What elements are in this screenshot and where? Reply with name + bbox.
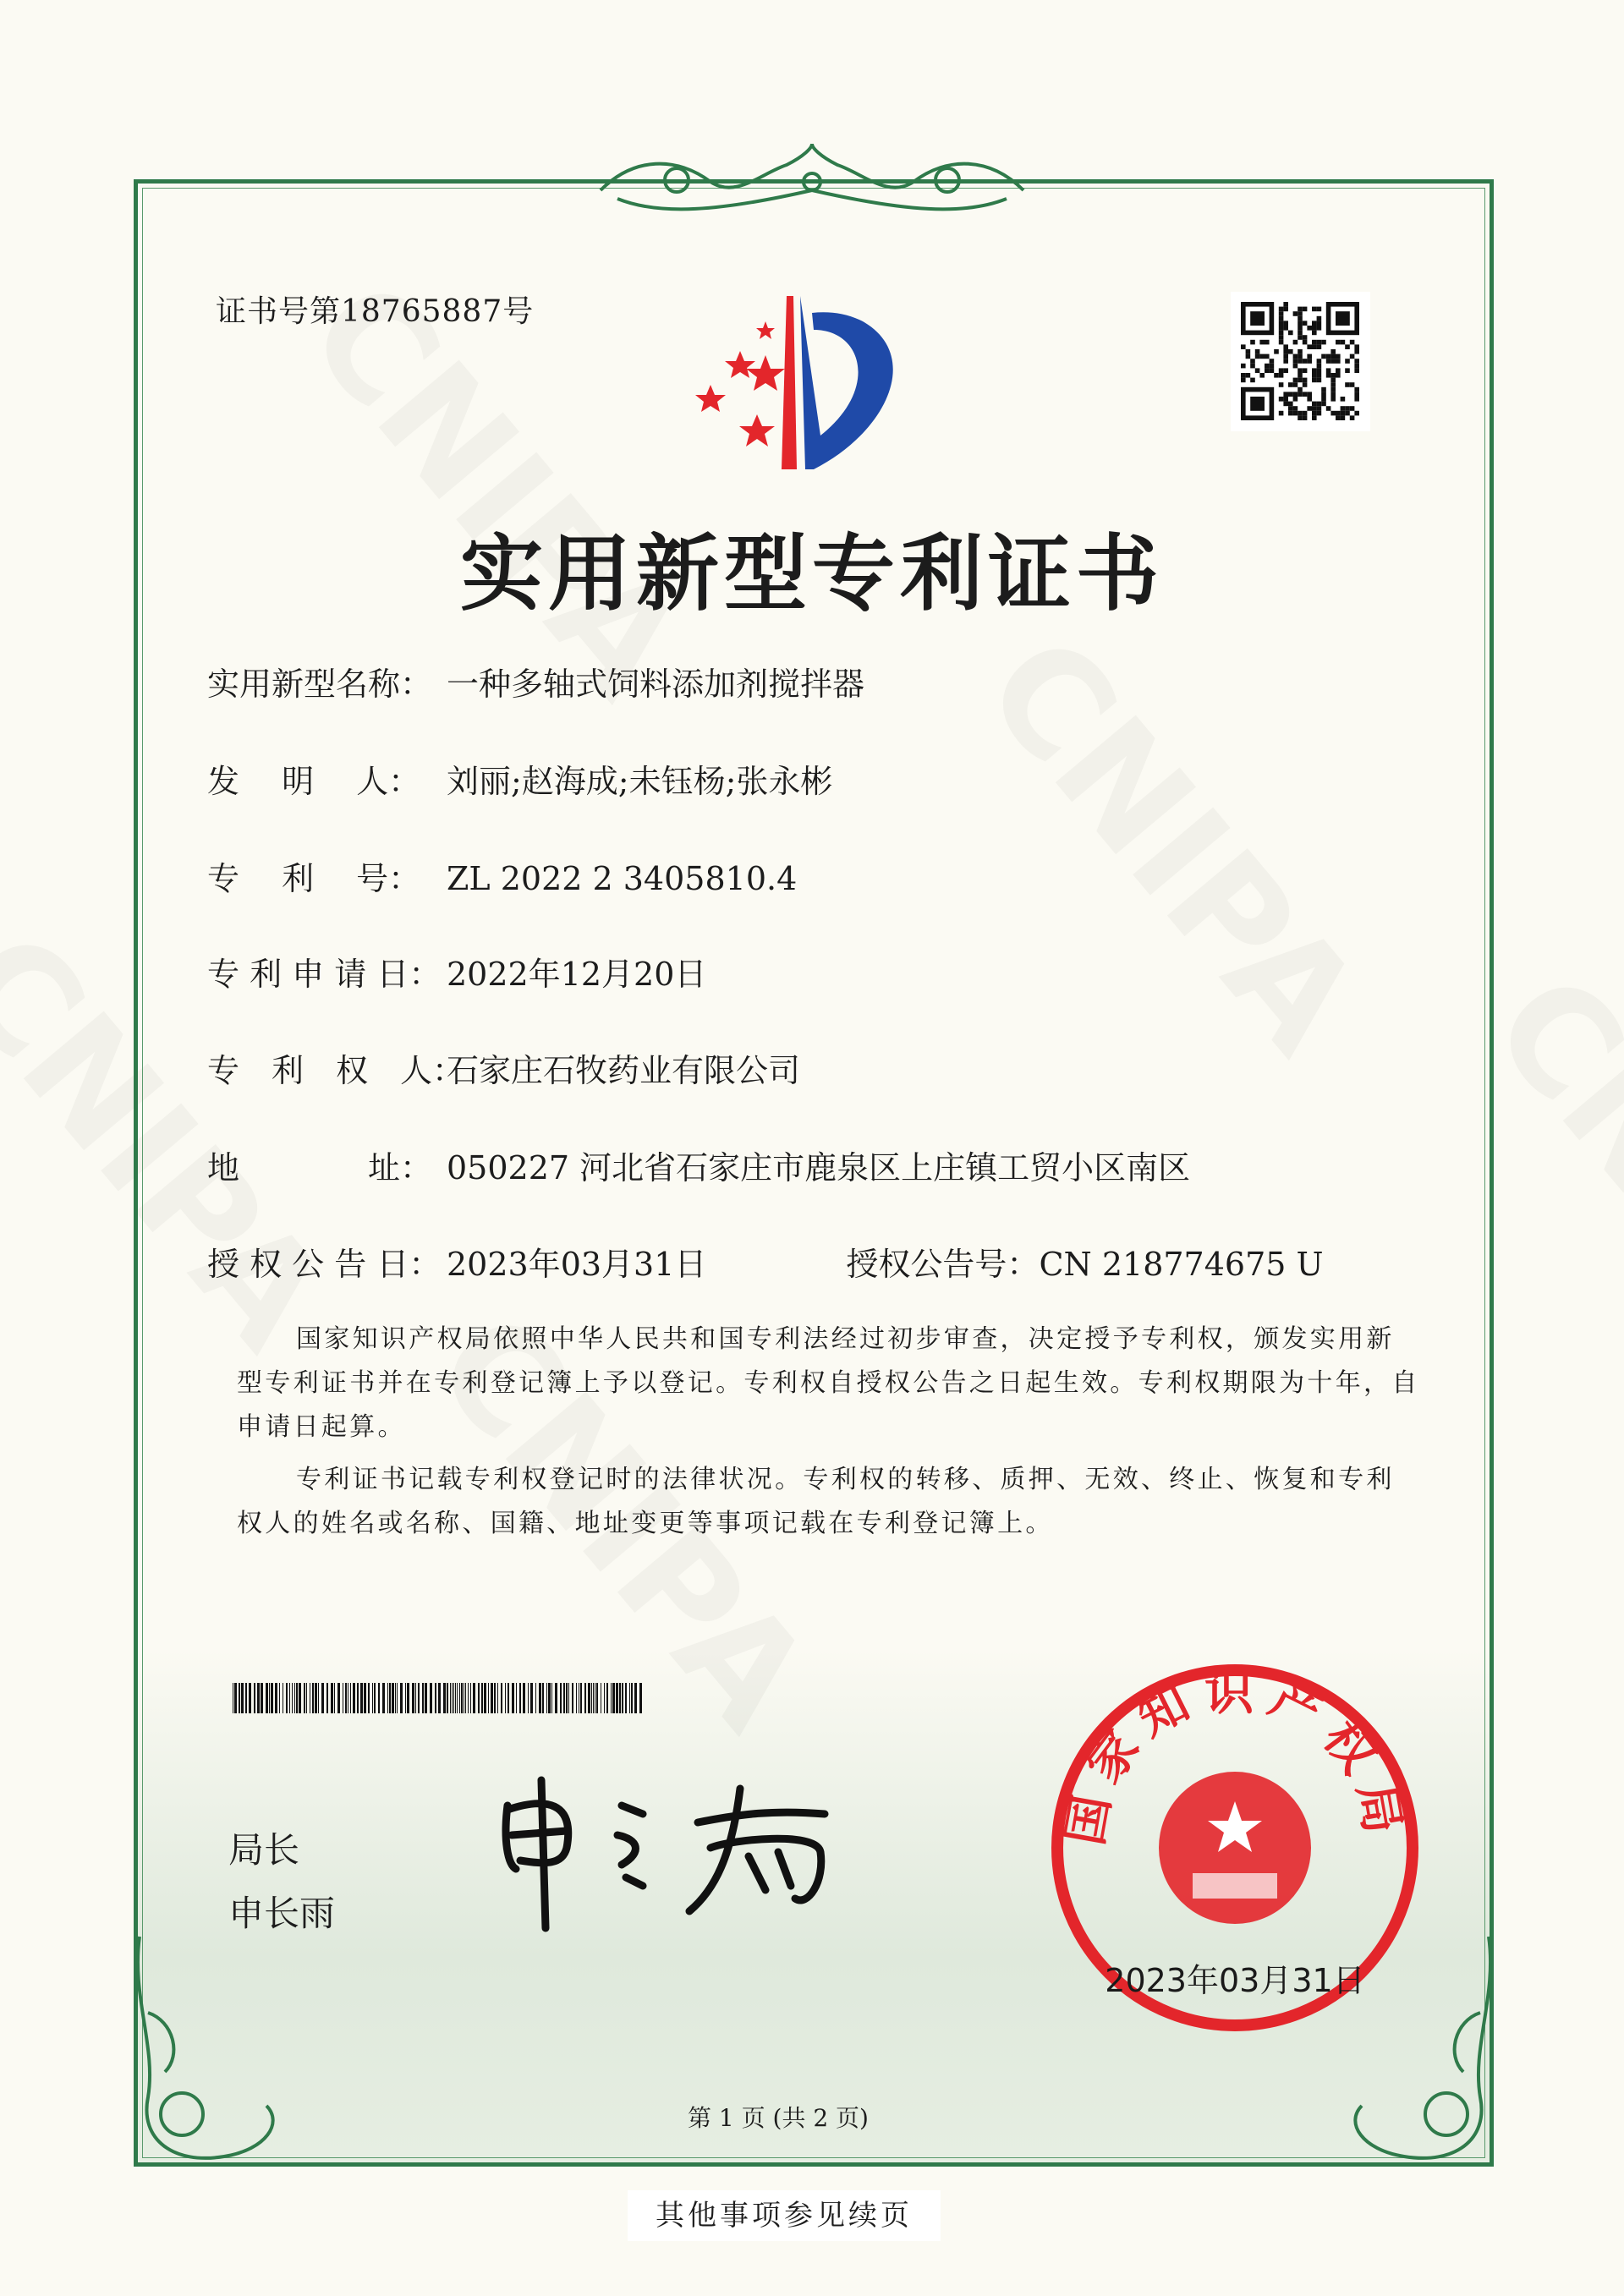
field-value: 2022年12月20日 bbox=[447, 956, 707, 993]
certificate-title: 实用新型专利证书 bbox=[459, 526, 1164, 622]
director-name: 申长雨 bbox=[228, 1893, 336, 1934]
field-label: 授 权 公 告 日： bbox=[207, 1246, 442, 1283]
field-label: 发 明 人： bbox=[207, 763, 421, 800]
field-label: 专 利 权 人： bbox=[207, 1052, 465, 1089]
field-patent-number bbox=[207, 852, 797, 899]
field-label: 专 利 申 请 日： bbox=[207, 956, 442, 993]
official-seal bbox=[1049, 1662, 1421, 2034]
certificate-number: 证书号第18765887号 bbox=[216, 294, 535, 329]
field-address bbox=[207, 1142, 1190, 1188]
field-label: 地 址： bbox=[207, 1149, 433, 1186]
field-grant-date bbox=[207, 1238, 1324, 1285]
statement-paragraph: 国家知识产权局依照中华人民共和国专利法经过初步审查，决定授予专利权，颁发实用新型专利证书并在专利登记簿上予以登记。专利权自授权公告之日起生效。专利权期限为十年，自申请日起算。 bbox=[237, 1324, 1420, 1442]
field-value: 2023年03月31日 bbox=[447, 1246, 707, 1283]
page-indicator: 第 1 页 (共 2 页) bbox=[688, 2104, 869, 2132]
field-application-date bbox=[207, 948, 706, 995]
field-patentee bbox=[207, 1044, 800, 1091]
field-value: 一种多轴式饲料添加剂搅拌器 bbox=[447, 666, 865, 703]
field-value: 050227 河北省石家庄市鹿泉区上庄镇工贸小区南区 bbox=[447, 1149, 1191, 1186]
seal-date: 2023年03月31日 bbox=[1105, 1962, 1365, 1999]
director-signature bbox=[495, 1772, 842, 1932]
director-title: 局长 bbox=[228, 1829, 300, 1871]
field-inventors bbox=[207, 755, 832, 802]
field-label: 专 利 号： bbox=[207, 860, 421, 897]
field-value: ZL 2022 2 3405810.4 bbox=[447, 860, 798, 897]
seal-text: 国家知识产权局 bbox=[1055, 1663, 1415, 1849]
statement-paragraph: 专利证书记载专利权登记时的法律状况。专利权的转移、质押、无效、终止、恢复和专利权人的姓名或名称、国籍、地址变更等事项记载在专利登记簿上。 bbox=[237, 1465, 1395, 1538]
barcode bbox=[233, 1683, 645, 1713]
corner-ornament-left bbox=[123, 1928, 292, 2182]
field-value-grant-number: CN 218774675 U bbox=[1039, 1246, 1324, 1283]
field-value: 刘丽;赵海成;未钰杨;张永彬 bbox=[447, 763, 833, 800]
cnipa-logo bbox=[694, 288, 939, 482]
field-label: 实用新型名称： bbox=[207, 666, 433, 703]
top-ornament bbox=[584, 140, 1040, 220]
field-utility-model-name bbox=[207, 658, 864, 704]
qr-code bbox=[1231, 292, 1370, 431]
continuation-note: 其他事项参见续页 bbox=[628, 2190, 941, 2241]
field-label-grant-number: 授权公告号： bbox=[846, 1246, 1040, 1283]
field-value: 石家庄石牧药业有限公司 bbox=[447, 1052, 801, 1089]
